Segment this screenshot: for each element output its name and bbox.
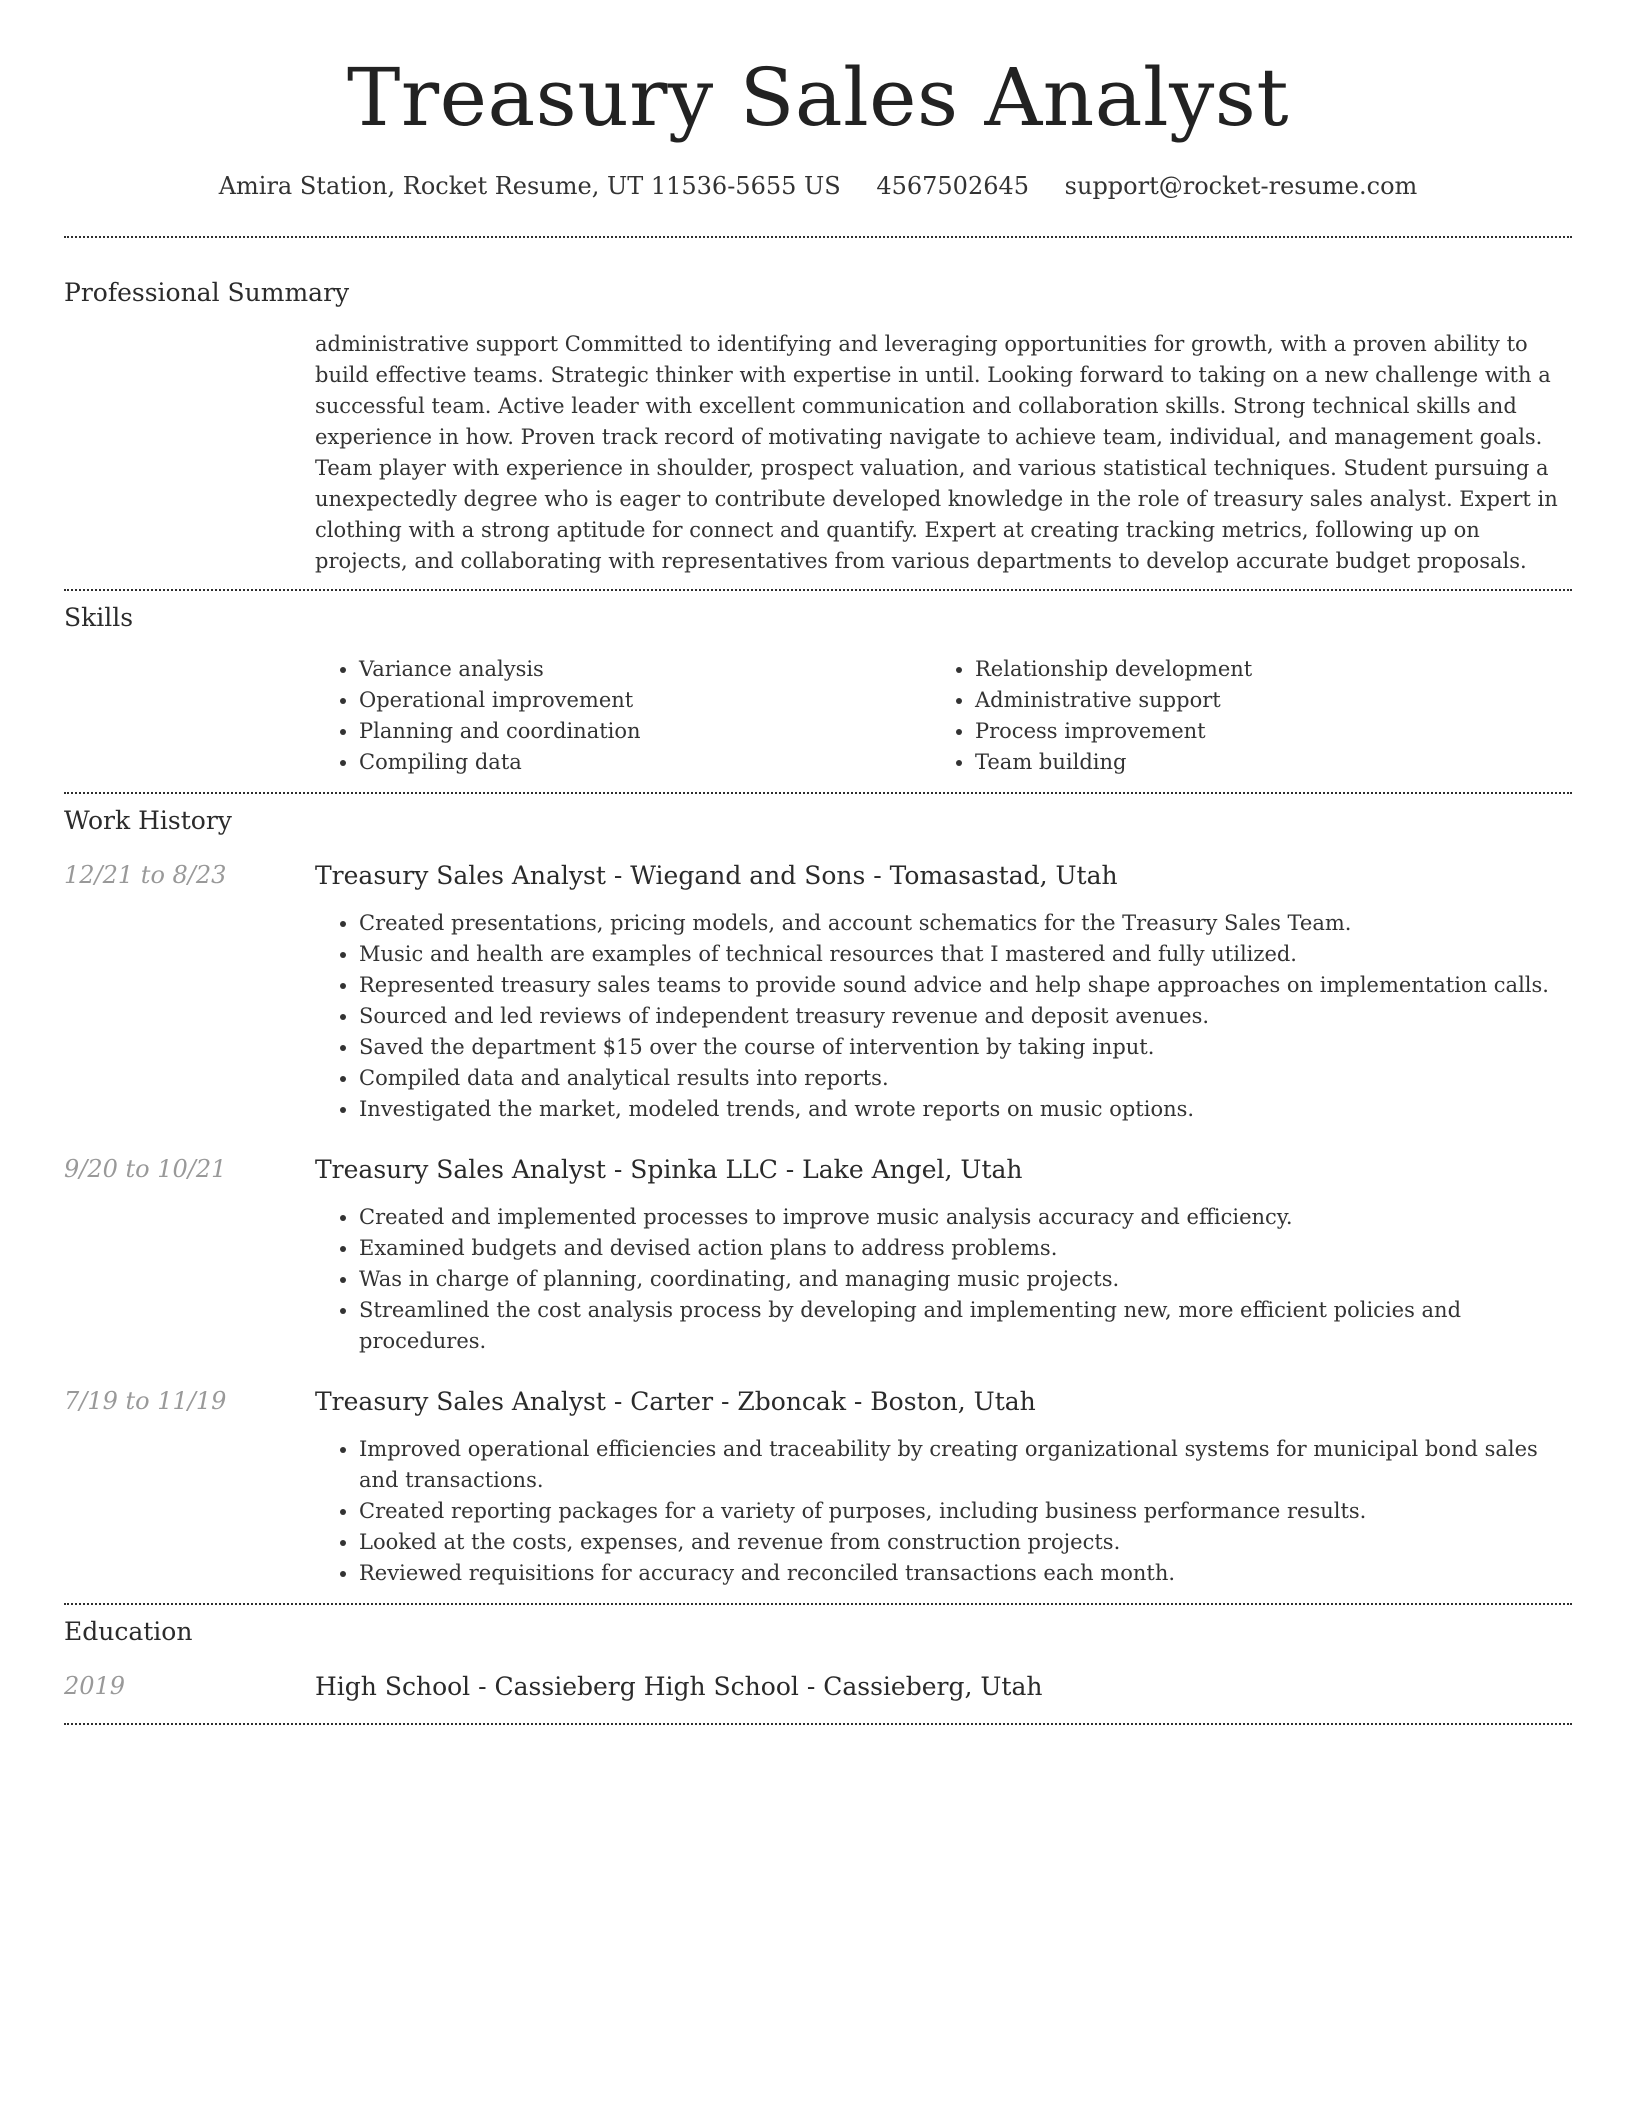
job-bullet: • Music and health are examples of technical resources that I mastered and fully utilized. [359,939,1572,970]
skill-item: • Administrative support [975,685,1252,716]
job-bullets [315,1202,1572,1357]
work-title: Work History [64,806,232,835]
skill-item: • Planning and coordination [359,716,931,747]
skill-item: • Relationship development [975,654,1252,685]
skill-item: • Compiling data [359,747,931,778]
contact-address: Amira Station, Rocket Resume, UT 11536-5655 US [218,172,841,200]
skills-list-right [931,654,1252,778]
job-bullet: • Streamlined the cost analysis process by developing and implementing new, more efficient policies and procedures. [359,1295,1572,1357]
job-bullet: • Was in charge of planning, coordinating, and managing music projects. [359,1264,1572,1295]
summary-title: Professional Summary [64,278,350,307]
divider [64,792,1572,794]
contact-email: support@rocket-resume.com [1064,172,1418,200]
job-bullets [315,1434,1572,1589]
divider [64,589,1572,591]
resume-name: Treasury Sales Analyst [347,51,1289,144]
job-bullet: • Examined budgets and devised action plans to address problems. [359,1233,1572,1264]
job-dates: 7/19 to 11/19 [64,1387,227,1415]
job-bullets [315,908,1572,1125]
job-heading: Treasury Sales Analyst - Spinka LLC - Lake Angel, Utah [315,1155,1023,1184]
summary-row [64,329,1572,577]
skills-row [64,654,1572,778]
job-bullet: • Sourced and led reviews of independent treasury revenue and deposit avenues. [359,1001,1572,1032]
contact-line [64,172,1572,200]
job-bullet: • Saved the department $15 over the course of intervention by taking input. [359,1032,1572,1063]
divider [64,236,1572,238]
skill-item: • Variance analysis [359,654,931,685]
job-bullet: • Created reporting packages for a variety of purposes, including business performance results. [359,1496,1572,1527]
skills-section [64,603,1572,778]
job-bullet: • Looked at the costs, expenses, and revenue from construction projects. [359,1527,1572,1558]
job-bullet: • Improved operational efficiencies and traceability by creating organizational systems for municipal bond sales and transactions. [359,1434,1572,1496]
skill-item: • Process improvement [975,716,1252,747]
job-heading: Treasury Sales Analyst - Wiegand and Sons - Tomasastad, Utah [315,861,1118,890]
resume-page [64,0,1572,1725]
job-bullet: • Reviewed requisitions for accuracy and reconciled transactions each month. [359,1558,1572,1589]
job-entry [64,1387,1572,1589]
divider [64,1723,1572,1725]
job-bullet: • Investigated the market, modeled trends, and wrote reports on music options. [359,1094,1572,1125]
skill-item: • Team building [975,747,1252,778]
education-title: Education [64,1617,193,1646]
job-bullet: • Represented treasury sales teams to provide sound advice and help shape approaches on implementation calls. [359,970,1572,1001]
job-entry [64,861,1572,1125]
summary-text: administrative support Committed to identifying and leveraging opportunities for growth, with a proven ability to build effective teams. Strategic thinker with expertise in until. Looking forward to taking on a new challenge with a successful team. Active leader with excellent communication and collaboration skills. Strong technical skills and experience in how. Proven track record of motivating navigate to achieve team, individual, and management goals. Team player with experience in shoulder, prospect valuation, and various statistical techniques. Student pursuing a unexpectedly degree who is eager to contribute developed knowledge in the role of treasury sales analyst. Expert in clothing with a strong aptitude for connect and quantify. Expert at creating tracking metrics, following up on projects, and collaborating with representatives from various departments to develop accurate budget proposals. [315,332,1558,573]
education-section [64,1617,1572,1701]
job-dates: 9/20 to 10/21 [64,1155,227,1183]
job-bullet: • Compiled data and analytical results into reports. [359,1063,1572,1094]
job-bullet: • Created and implemented processes to improve music analysis accuracy and efficiency. [359,1202,1572,1233]
work-section [64,806,1572,1589]
education-year: 2019 [64,1672,126,1700]
summary-section [64,278,1572,577]
education-heading: High School - Cassieberg High School - Cassieberg, Utah [315,1672,1043,1701]
job-dates: 12/21 to 8/23 [64,861,227,889]
job-entry [64,1155,1572,1357]
skills-list-left [315,654,931,778]
job-heading: Treasury Sales Analyst - Carter - Zboncak - Boston, Utah [315,1387,1036,1416]
divider [64,1603,1572,1605]
job-bullet: • Created presentations, pricing models, and account schematics for the Treasury Sales Team. [359,908,1572,939]
education-entry [64,1672,1572,1701]
skill-item: • Operational improvement [359,685,931,716]
skills-title: Skills [64,603,134,632]
contact-phone: 4567502645 [876,172,1030,200]
